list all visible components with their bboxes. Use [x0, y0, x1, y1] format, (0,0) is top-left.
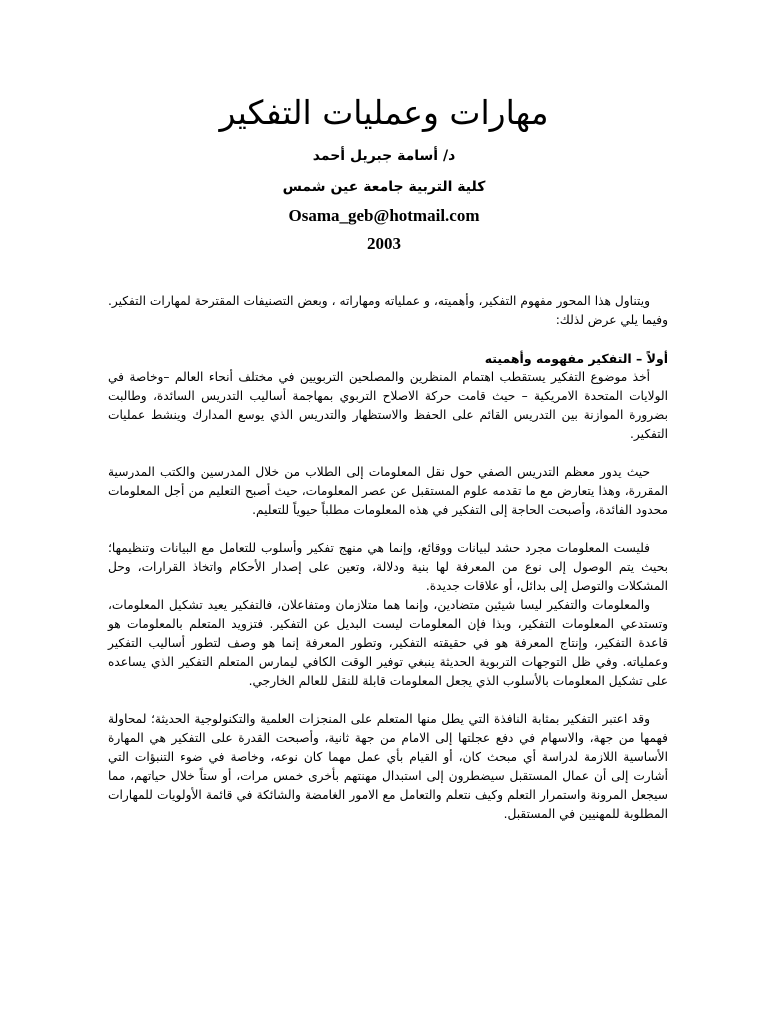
author-email: Osama_geb@hotmail.com	[288, 206, 480, 225]
author-name: د/ أسامة جبريل أحمد	[312, 148, 456, 164]
section-heading: أولاً – التفكير مفهومه وأهميته	[484, 351, 668, 366]
intro-paragraph: ويتناول هذا المحور مفهوم التفكير، وأهميته، و عملياته ومهاراته ، وبعض التصنيفات المقترحة لمهارات التفكير. وفيما يلي عرض لذلك:	[108, 294, 668, 327]
body-paragraph-3: فليست المعلومات مجرد حشد لبيانات ووقائع، وإنما هي منهج تفكير وأسلوب للتعامل مع البيانات وتنظيمها؛ بحيث يتم الوصول إلى نوع من المعرفة لها بنية ودلالة، وتعين على إصدار الأحكام واتخاذ القرارات، وحل المشكلات والتوصل إلى بدائل، أو علاقات جديدة.	[108, 541, 668, 593]
publication-year: 2003	[367, 234, 401, 253]
body-paragraph-4: والمعلومات والتفكير ليسا شيئين متضادين، وإنما هما متلازمان ومتفاعلان، فالتفكير يعيد تشكيل المعلومات، وتستدعي المعلومات التفكير، وبذا فإن المعلومات ليست البديل عن التفكير. فتزويد المتعلم بالمعلومات هو قاعدة التفكير، وإنتاج المعرفة هو في حقيقته التفكير، وتطور المعرفة إنما هو وصف لتطور أساليب التفكير وعملياته. وفي ظل التوجهات التربوية الحديثة ينبغي توفير الوقت الكافي ليمارس المتعلم التفكير الذي يساعده على تشكيل المعلومات بالأسلوب الذي يجعل المعلومات قابلة للنقل للعالم الخارجي.	[108, 598, 668, 688]
document-title: مهارات وعمليات التفكير	[219, 93, 549, 132]
body-paragraph-1: أخذ موضوع التفكير يستقطب اهتمام المنظرين والمصلحين التربويين في مختلف أنحاء العالم –وخاصة في الولايات المتحدة الامريكية – حيث قامت حركة الاصلاح التربوي بمهاجمة أساليب التدريس السائدة، وطالبت بضرورة الموازنة بين التدريس القائم على الحفظ والاستظهار والتدريس الذي يوسع المدارك وينشط عمليات التفكير.	[108, 370, 668, 441]
body-paragraph-5: وقد اعتبر التفكير بمثابة النافذة التي يطل منها المتعلم على المنجزات العلمية والتكنولوجية الحديثة؛ لمحاولة فهمها من جهة، والاسهام في دفع عجلتها إلى الامام من جهة ثانية، وأصبحت القدرة على التفكير هي المهارة الأساسية اللازمة لدراسة أي مبحث كان، أو القيام بأي عمل مهما كان نوعه، وخاصة في ضوء التنبؤات التي أشارت إلى أن عمال المستقبل سيضطرون إلى استبدال مهنتهم بأخرى خمس مرات، أو ستاً خلال حياتهم، مما سيجعل المرونة واستمرار التعلم وكيف نتعلم والتعامل مع الامور الغامضة والشائكة في قائمة الأولويات للمهارات المطلوبة للمهنيين في المستقبل.	[108, 712, 668, 821]
document-body	[108, 292, 668, 824]
author-affiliation: كلية التربية جامعة عين شمس	[282, 179, 486, 195]
body-paragraph-2: حيث يدور معظم التدريس الصفي حول نقل المعلومات إلى الطلاب من خلال المدرسين والكتب المدرسية المقررة، وهذا يتعارض مع ما تقدمه علوم المستقبل عن عصر المعلومات، حيث أصبح التعليم من أجل المعلومات محدود الفائدة، وأصبحت الحاجة إلى التفكير في هذه المعلومات مطلباً حيوياً للتعليم.	[108, 465, 668, 517]
